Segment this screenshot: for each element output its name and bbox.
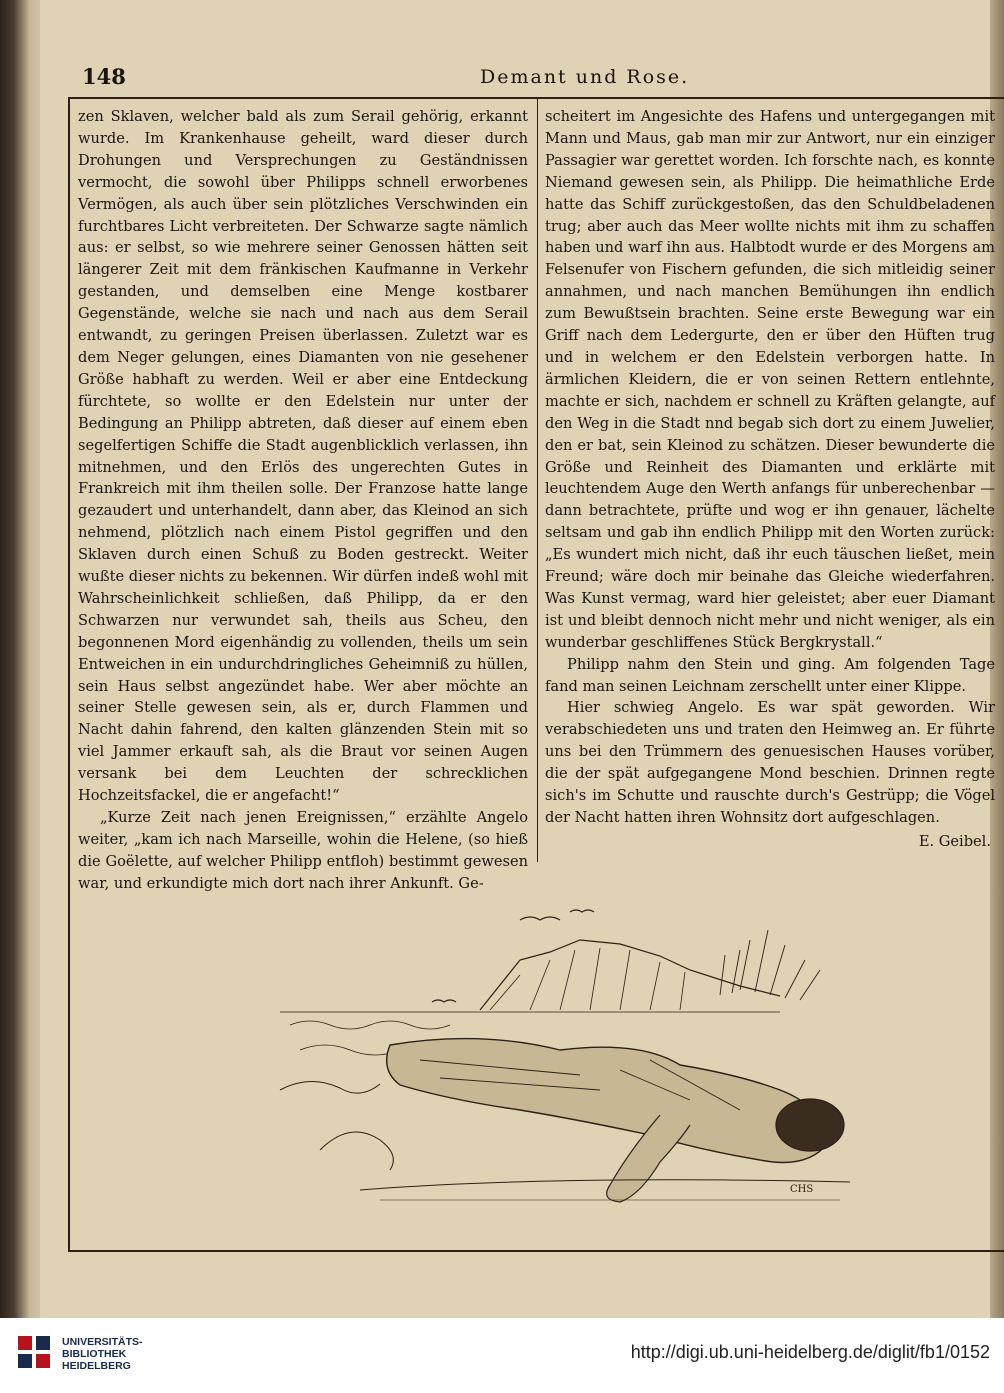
bird-icon (520, 917, 560, 920)
library-name-line: BIBLIOTHEK (62, 1348, 127, 1360)
page-number: 148 (82, 64, 126, 89)
author-signature: E. Geibel. (918, 832, 991, 850)
frame-left-rule (68, 97, 70, 1250)
permalink-url[interactable]: http://digi.ub.uni-heidelberg.de/diglit/fb1/0152 (630, 1342, 990, 1362)
library-footer-bar (0, 1318, 1004, 1393)
bird-icon (570, 910, 594, 912)
head-shape (776, 1099, 844, 1151)
library-name-line: UNIVERSITÄTS- (62, 1336, 143, 1348)
artist-monogram: CHS (790, 1184, 814, 1195)
page-sheet (40, 0, 995, 1318)
paragraph: scheitert im Angesichte des Hafens und untergegangen mit Mann und Maus, gab man mir zur Antwort, nur ein einziger Passagier war gerettet worden. Ich forschte nach, es konnte Niemand gewesen sein, als Philipp. Die heimathliche Erde hatte das Schiff zurückgestoßen, das den Schuldbeladenen trug; aber auch das Meer wollte nichts mit ihm zu schaffen haben und warf ihn aus. Halbtodt wurde er des Morgens am Felsenufer von Fischern gefunden, die sich mitleidig seiner annahmen, und nach manchen Bemühungen ihn endlich zum Bewußtsein brachten. Seine erste Bewegung war ein Griff nach dem Ledergurte, den er über den Hüften trug und in welchem er den Edelstein verborgen hatte. In ärmlichen Kleidern, die er von seinen Rettern entlehnte, machte er sich, nachdem er schnell zu Kräften gelangte, auf den Weg in die Stadt nnd begab sich dort zu einem Juwelier, den er bat, sein Kleinod zu schätzen. Dieser bewunderte die Größe und Reinheit des Diamanten und erklärte mit leuchtendem Auge den Werth anfangs für unberechenbar — dann betrachtete, prüfte und wog er ihn genauer, lächelte seltsam und gab ihn endlich Philipp mit den Worten zurück: „Es wundert mich nicht, daß ihr euch täuschen ließet, mein Freund; wäre doch mir beinahe das Gleiche wiederfahren. Was Kunst vermag, ward hier geleistet; aber euer Diamant ist und bleibt dennoch nicht mehr und nicht weniger, als ein wunderbar geschliffenes Stück Bergkrystall.“ (545, 108, 995, 651)
right-text-column (545, 106, 995, 853)
running-title: Demant und Rose. (480, 66, 690, 88)
column-divider (537, 99, 538, 862)
paragraph: Hier schwieg Angelo. Es war spät geworden. Wir verabschiedeten uns und traten den Heimweg an. Er führte uns bei den Trümmern des genuesischen Hauses vorüber, die der spät aufgegangene Mond beschien. Drinnen regte sich's im Schutte und rauschte durch's Gestrüpp; die Vögel der Nacht hatten ihren Wohnsitz dort aufgeschlagen. (545, 699, 995, 826)
engraving-drowned-man-illustration (220, 900, 870, 1220)
university-library-logo-icon (16, 1334, 54, 1374)
library-name-line: HEIDELBERG (62, 1360, 131, 1372)
header-rule (68, 97, 1004, 99)
paragraph: zen Sklaven, welcher bald als zum Serail gehörig, erkannt wurde. Im Krankenhause geheilt, ward dieser durch Drohungen und Versprechungen zu Geständnissen vermocht, die sowohl über Philipps schnell erworbenes Vermögen, als auch über sein plötzliches Verschwinden ein furchtbares Licht verbreiteten. Der Schwarze sagte nämlich aus: er selbst, so wie mehrere seiner Genossen hätten seit längerer Zeit mit dem fränkischen Kaufmanne in Verkehr gestanden, und demselben eine Menge kostbarer Gegenstände, welche sie nach und nach aus dem Serail entwandt, zu geringen Preisen überlassen. Zuletzt war es dem Neger gelungen, eines Diamanten von nie gesehener Größe habhaft zu werden. Weil er aber eine Entdeckung fürchtete, so wollte er den Edelstein nur unter der Bedingung an Philipp abtreten, daß dieser auf einem eben segelfertigen Schiffe die Stadt augenblicklich verlassen, ihn mitnehmen, und den Erlös des ungerechten Gutes in Frankreich mit ihm theilen solle. Der Franzose hatte lange gezaudert und unterhandelt, dann aber, das Kleinod an sich nehmend, plötzlich nach einem Pistol gegriffen und den Sklaven durch einen Schuß zu Boden gestreckt. Weiter wußte dieser nichts zu bekennen. Wir dürfen indeß wohl mit Wahrscheinlichkeit schließen, daß Philipp, da er den Schwarzen nur verwundet sah, theils aus Scheu, den begonnenen Mord eigenhändig zu vollenden, theils um sein Entweichen in ein undurchdringliches Geheimniß zu hüllen, sein Haus selbst angezündet habe. Wer aber möchte an seiner Stelle gewesen sein, als er, durch Flammen und Nacht dahin fahrend, den kalten glänzenden Stein mit so viel Jammer erkauft sah, als die Braut vor seinen Augen versank bei dem Leuchten der schrecklichen Hochzeitsfackel, die er angefacht!“ (78, 108, 528, 805)
bird-icon (432, 1000, 456, 1002)
paragraph: Philipp nahm den Stein und ging. Am folgenden Tage fand man seinen Leichnam zerschellt unter einer Klippe. (545, 655, 995, 695)
paragraph: „Kurze Zeit nach jenen Ereignissen,“ erzählte Angelo weiter, „kam ich nach Marseille, wohin die Helene, (so hieß die Goëlette, auf welcher Philipp entfloh) bestimmt gewesen war, und erkundigte mich dort nach ihrer Ankunft. Ge- (78, 809, 528, 892)
library-name (62, 1336, 143, 1372)
frame-bottom-rule (68, 1250, 1004, 1252)
left-text-column (78, 106, 528, 895)
